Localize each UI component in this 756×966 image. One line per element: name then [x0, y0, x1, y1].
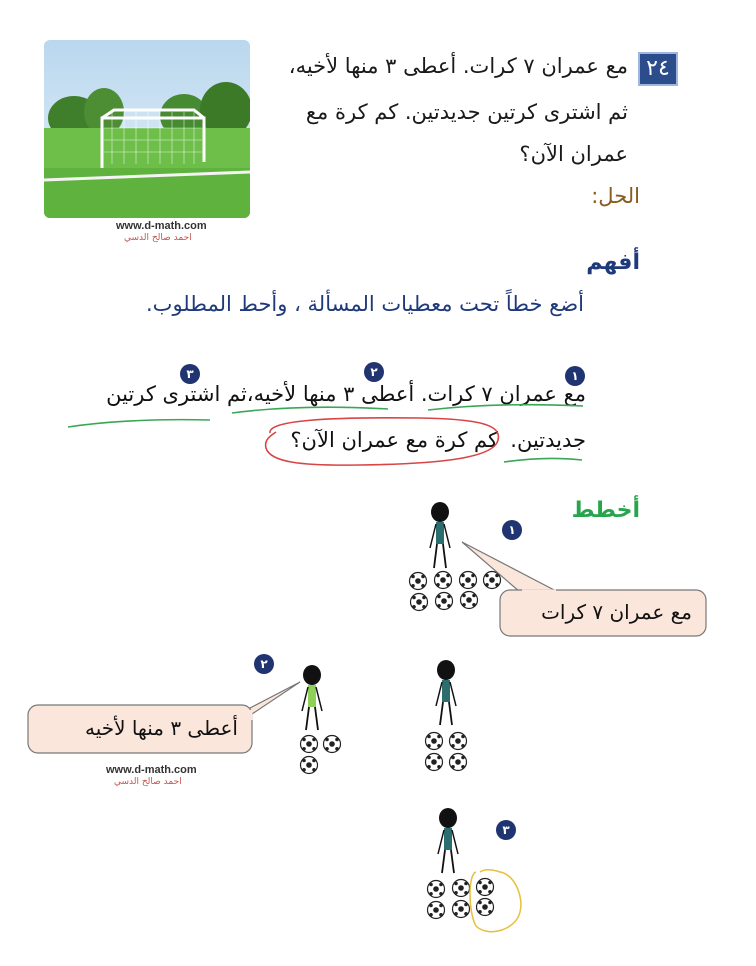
balls-group-remaining	[426, 733, 467, 771]
plan-heading: أخطط	[571, 498, 640, 523]
marker-3: ٣	[180, 364, 200, 384]
plan-step-2-marker: ٢	[254, 654, 274, 674]
plan-step-1-marker: ١	[502, 520, 522, 540]
person-figure-2	[302, 665, 322, 730]
text-line-2-required: كم كرة مع عمران الآن؟	[290, 428, 498, 452]
watermark-author-2: احمد صالح الدسي	[114, 777, 182, 787]
speech-bubble-2-text: أعطى ٣ منها لأخيه	[85, 716, 238, 740]
person-figure-remaining	[436, 660, 456, 725]
plan-step-3-marker: ٣	[496, 820, 516, 840]
watermark-author: احمد صالح الدسي	[124, 233, 192, 243]
person-figure-1	[430, 502, 450, 568]
understand-instruction: أضع خطاً تحت معطيات المسألة ، وأحط المطلوب.	[146, 292, 584, 316]
speech-bubble-1-tail	[462, 542, 558, 592]
speech-bubble-1-text: مع عمران ٧ كرات	[541, 600, 692, 624]
problem-line-3: عمران الآن؟	[519, 142, 628, 166]
balls-group-2	[301, 736, 341, 774]
balls-group-1	[410, 572, 501, 611]
marker-1: ١	[565, 366, 585, 386]
problem-line-1: مع عمران ٧ كرات. أعطى ٣ منها لأخيه،	[288, 54, 628, 78]
person-figure-3	[438, 808, 458, 873]
text-line-1: مع عمران ٧ كرات. أعطى ٣ منها لأخيه،ثم اشترى كرتين	[106, 382, 586, 406]
understand-heading: أفهم	[586, 250, 640, 275]
problem-line-2: ثم اشترى كرتين جديدتين. كم كرة مع	[305, 100, 628, 124]
text-line-2-given: جديدتين.	[510, 428, 586, 452]
balls-group-3	[428, 879, 494, 919]
problem-number-badge: ٢٤	[638, 52, 678, 86]
watermark-site: www.d-math.com	[116, 220, 207, 232]
marker-2: ٢	[364, 362, 384, 382]
watermark-site-2: www.d-math.com	[106, 764, 197, 776]
new-balls-circle	[470, 870, 521, 932]
solution-label: الحل:	[591, 184, 640, 208]
